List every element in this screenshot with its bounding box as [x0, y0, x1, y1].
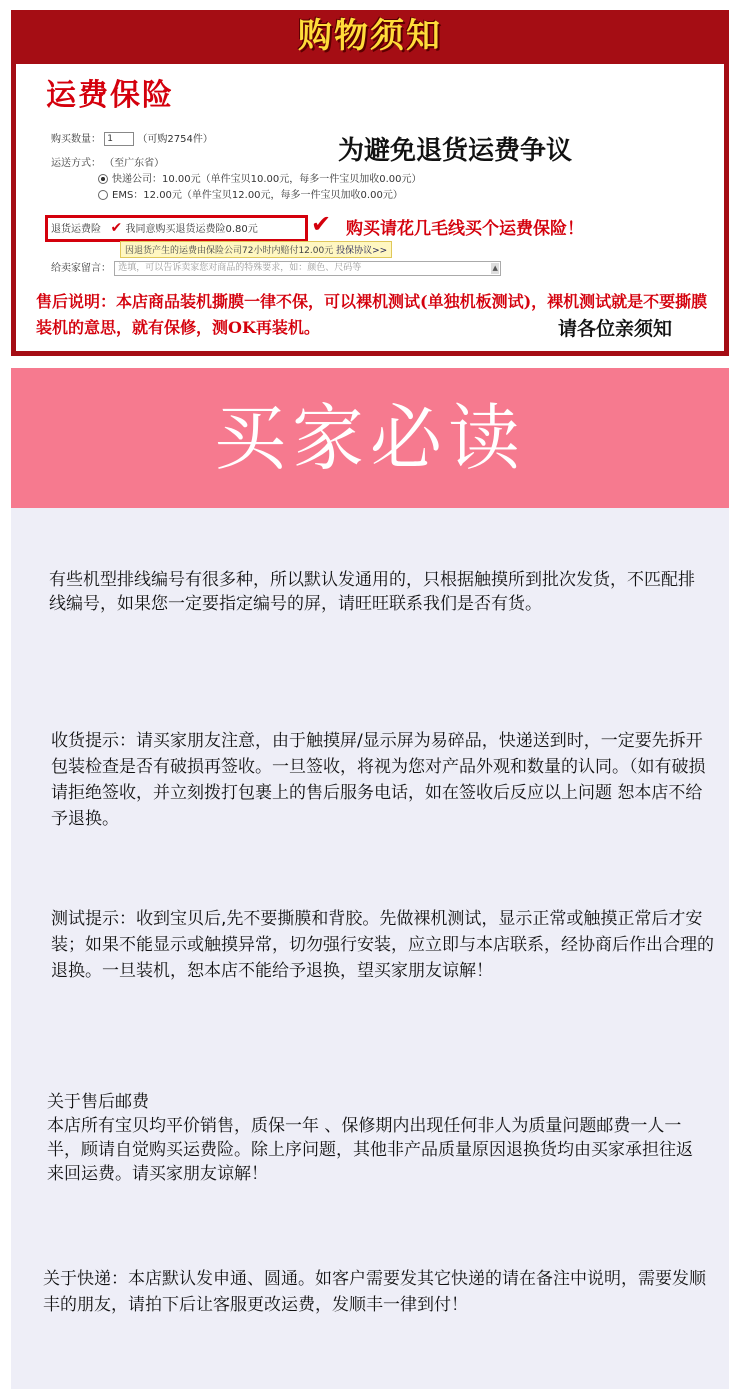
buyer-must-read-banner — [11, 368, 729, 508]
qty-available: （可购2754件） — [137, 134, 213, 145]
qty-label: 购买数量： — [51, 134, 101, 145]
paragraph-express: 关于快递：本店默认发申通、圆通。如客户需要发其它快递的请在备注中说明，需要发顺丰的朋友，请拍下后让客服更改运费，发顺丰一律到付！ — [43, 1269, 706, 1315]
after-sales-note: 售后说明：本店商品装机撕膜一律不保，可以裸机测试(单独机板测试)，裸机测试就是不要撕膜装机的意思，就有保修，测OK再装机。 — [36, 292, 708, 337]
notice-title: 购物须知 — [298, 16, 442, 56]
express-option[interactable] — [98, 170, 422, 185]
return-check-text: 我同意购买退货运费险0.80元 — [125, 224, 258, 235]
paragraph-postage-title: 关于售后邮费 — [47, 1092, 149, 1112]
paragraph-receipt: 收货提示：请买家朋友注意，由于触摸屏/显示屏为易碎品，快递送到时，一定要先拆开包装检查是否有破损再签收。一旦签收，将视为您对产品外观和数量的认同。（如有破损请拒绝签收，并立刻拨打包裹上的售后服务电话，如在签收后反应以上问题 恕本店不给予退换。 — [51, 731, 706, 829]
qty-row — [51, 130, 213, 146]
ship-label: 运送方式： — [51, 158, 101, 169]
paragraph-cable: 有些机型排线编号有很多种，所以默认发通用的，只根据触摸所到批次发货，不匹配排线编号，如果您一定要指定编号的屏，请旺旺联系我们是否有货。 — [49, 570, 695, 614]
claim-link[interactable]: 投保协议>> — [336, 246, 388, 256]
after-sales-end: 请各位亲须知 — [558, 318, 673, 340]
message-input[interactable] — [114, 261, 501, 276]
scroll-arrow-icon[interactable]: ▲ — [492, 263, 498, 272]
ems-label: EMS：12.00元（单件宝贝12.00元，每多一件宝贝加收0.00元） — [112, 190, 403, 201]
message-row — [51, 259, 501, 276]
claim-notice — [120, 241, 392, 258]
claim-text: 因退货产生的运费由保险公司72小时内赔付12.00元 — [125, 246, 334, 256]
express-label: 快递公司：10.00元（单件宝贝10.00元，每多一件宝贝加收0.00元） — [112, 174, 422, 185]
return-label: 退货运费险 — [51, 224, 101, 235]
shopping-notice — [11, 10, 729, 356]
ems-radio[interactable] — [98, 190, 108, 200]
express-radio[interactable] — [98, 174, 108, 184]
message-label: 给卖家留言： — [51, 263, 111, 274]
banner-title: 买家必读 — [213, 396, 526, 480]
notice-content — [11, 508, 729, 1389]
big-check-icon: ✔ — [311, 210, 332, 238]
message-placeholder: 选填，可以告诉卖家您对商品的特殊要求，如：颜色、尺码等 — [118, 262, 362, 273]
ship-row — [51, 154, 164, 169]
check-icon[interactable]: ✔ — [110, 220, 123, 236]
ship-dest: （至广东省） — [104, 158, 165, 169]
return-row — [51, 220, 258, 236]
ems-option[interactable] — [98, 186, 403, 201]
insurance-title: 运费保险 — [46, 78, 174, 113]
buy-tip: 购买请花几毛线买个运费保险！ — [346, 219, 584, 239]
insurance-tagline: 为避免退货运费争议 — [338, 136, 573, 166]
paragraph-postage: 本店所有宝贝均平价销售，质保一年 、保修期内出现任何非人为质量问题邮费一人一半，顾请自觉购买运费险。除上序问题，其他非产品质量原因退换货均由买家承担往返来回运费。请买家朋友谅解！ — [47, 1116, 693, 1184]
paragraph-test: 测试提示：收到宝贝后,先不要撕膜和背胶。先做裸机测试，显示正常或触摸正常后才安装；如果不能显示或触摸异常，切勿强行安装，应立即与本店联系，经协商后作出合理的退换。一旦装机，恕本店不能给予退换，望买家朋友谅解！ — [51, 909, 714, 981]
insurance-panel — [16, 64, 724, 351]
qty-input[interactable]: 1 — [104, 132, 134, 146]
